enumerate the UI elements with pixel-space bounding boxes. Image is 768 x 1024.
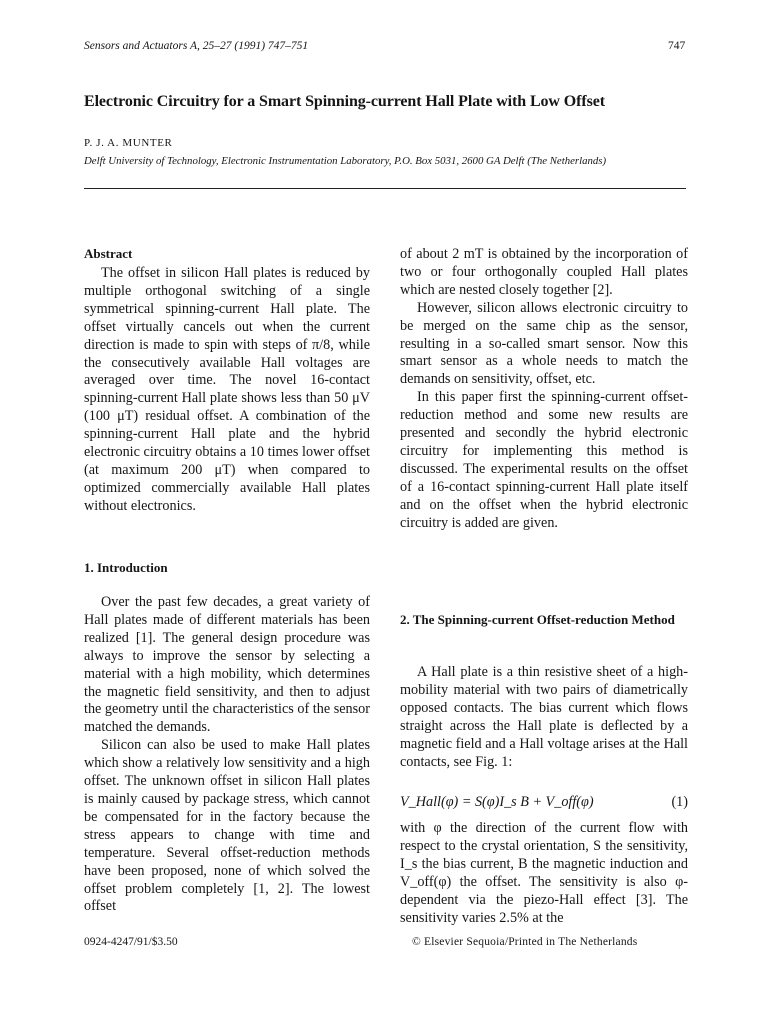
- journal-citation: Sensors and Actuators A, 25–27 (1991) 747–751: [84, 40, 309, 52]
- abstract-heading: Abstract: [84, 246, 133, 261]
- equation-1: [400, 794, 688, 811]
- equation-text: V_Hall(φ) = S(φ)I_s B + V_off(φ): [400, 794, 594, 810]
- section2-body: [400, 664, 688, 771]
- introduction-body: [84, 594, 370, 916]
- page-number: 747: [668, 40, 686, 52]
- footer-code: 0924-4247/91/$3.50: [84, 936, 178, 948]
- author: P. J. A. MUNTER: [84, 137, 173, 149]
- abstract-body: [84, 265, 370, 516]
- intro-paragraph-2: Silicon can also be used to make Hall plates which show a relatively low sensitivity and a high offset. The unknown offset in silicon Hall plates is mainly caused by package stress, which cannot be compensated for in the factory because the stress appears to change with time and temperature. Several offset-reduction methods have been proposed, none of which solved the offset problem completely [1, 2]. The lowest offset: [84, 737, 370, 915]
- right-paragraph-1: of about 2 mT is obtained by the incorporation of two or four orthogonally coupled Hall plates which are nested closely together [2].: [400, 246, 688, 298]
- footer-publisher: © Elsevier Sequoia/Printed in The Netherlands: [412, 936, 638, 948]
- right-paragraph-2: However, silicon allows electronic circuitry to be merged on the same chip as the sensor, resulting in a so-called smart sensor. Now this smart sensor as a whole needs to match the demands on sensitivity, offset, etc.: [400, 299, 688, 388]
- right-paragraph-3: In this paper first the spinning-current offset-reduction method and some new results are presented and secondly the hybrid electronic circuitry for implementing this method is discussed. The experimental results on the offset of a 16-contact spinning-current Hall plate itself and on the offset when the hybrid electronic circuitry is added are given.: [400, 389, 688, 531]
- article-title: Electronic Circuitry for a Smart Spinning-current Hall Plate with Low Offset: [84, 93, 605, 110]
- affiliation: Delft University of Technology, Electronic Instrumentation Laboratory, P.O. Box 5031, 2600 GA Delft (The Netherlands): [84, 155, 607, 167]
- section2-heading: 2. The Spinning-current Offset-reduction Method: [400, 612, 675, 627]
- after-equation-paragraph: with φ the direction of the current flow with respect to the crystal orientation, S the sensitivity, I_s the bias current, B the magnetic induction and V_off(φ) the offset. The sensitivity is also φ-dependent via the piezo-Hall effect [3]. The sensitivity varies 2.5% at the: [400, 820, 688, 926]
- equation-number: (1): [671, 794, 688, 810]
- introduction-heading: 1. Introduction: [84, 560, 168, 575]
- section2-paragraph: A Hall plate is a thin resistive sheet of a high-mobility material with two pairs of diametrically opposed contacts. The bias current which flows straight across the Hall plate is deflected by a magnetic field and a Hall voltage arises at the Hall contacts, see Fig. 1:: [400, 664, 688, 770]
- intro-paragraph-1: Over the past few decades, a great variety of Hall plates made of different materials has been realized [1]. The general design procedure was always to improve the sensor by selecting a material with a high mobility, which determines the magnetic field sensitivity, and then to adjust the geometry until the characteristics of the sensor matched the demands.: [84, 594, 370, 736]
- right-column-body: [400, 246, 688, 533]
- abstract-text: The offset in silicon Hall plates is reduced by multiple orthogonal switching of a single symmetrical spinning-current Hall plate. The offset virtually cancels out when the current direction is made to spin with steps of π/8, while the consecutively available Hall voltages are averaged over time. The novel 16-contact spinning-current Hall plate shows less than 50 μV (100 μT) residual offset. A combination of the spinning-current Hall plate and the hybrid electronic circuitry obtains a 10 times lower offset (at maximum 200 μT) when compared to optimized commercially available Hall plates without electronics.: [84, 265, 370, 514]
- section2-continuation: [400, 820, 688, 927]
- header-divider: [84, 188, 686, 189]
